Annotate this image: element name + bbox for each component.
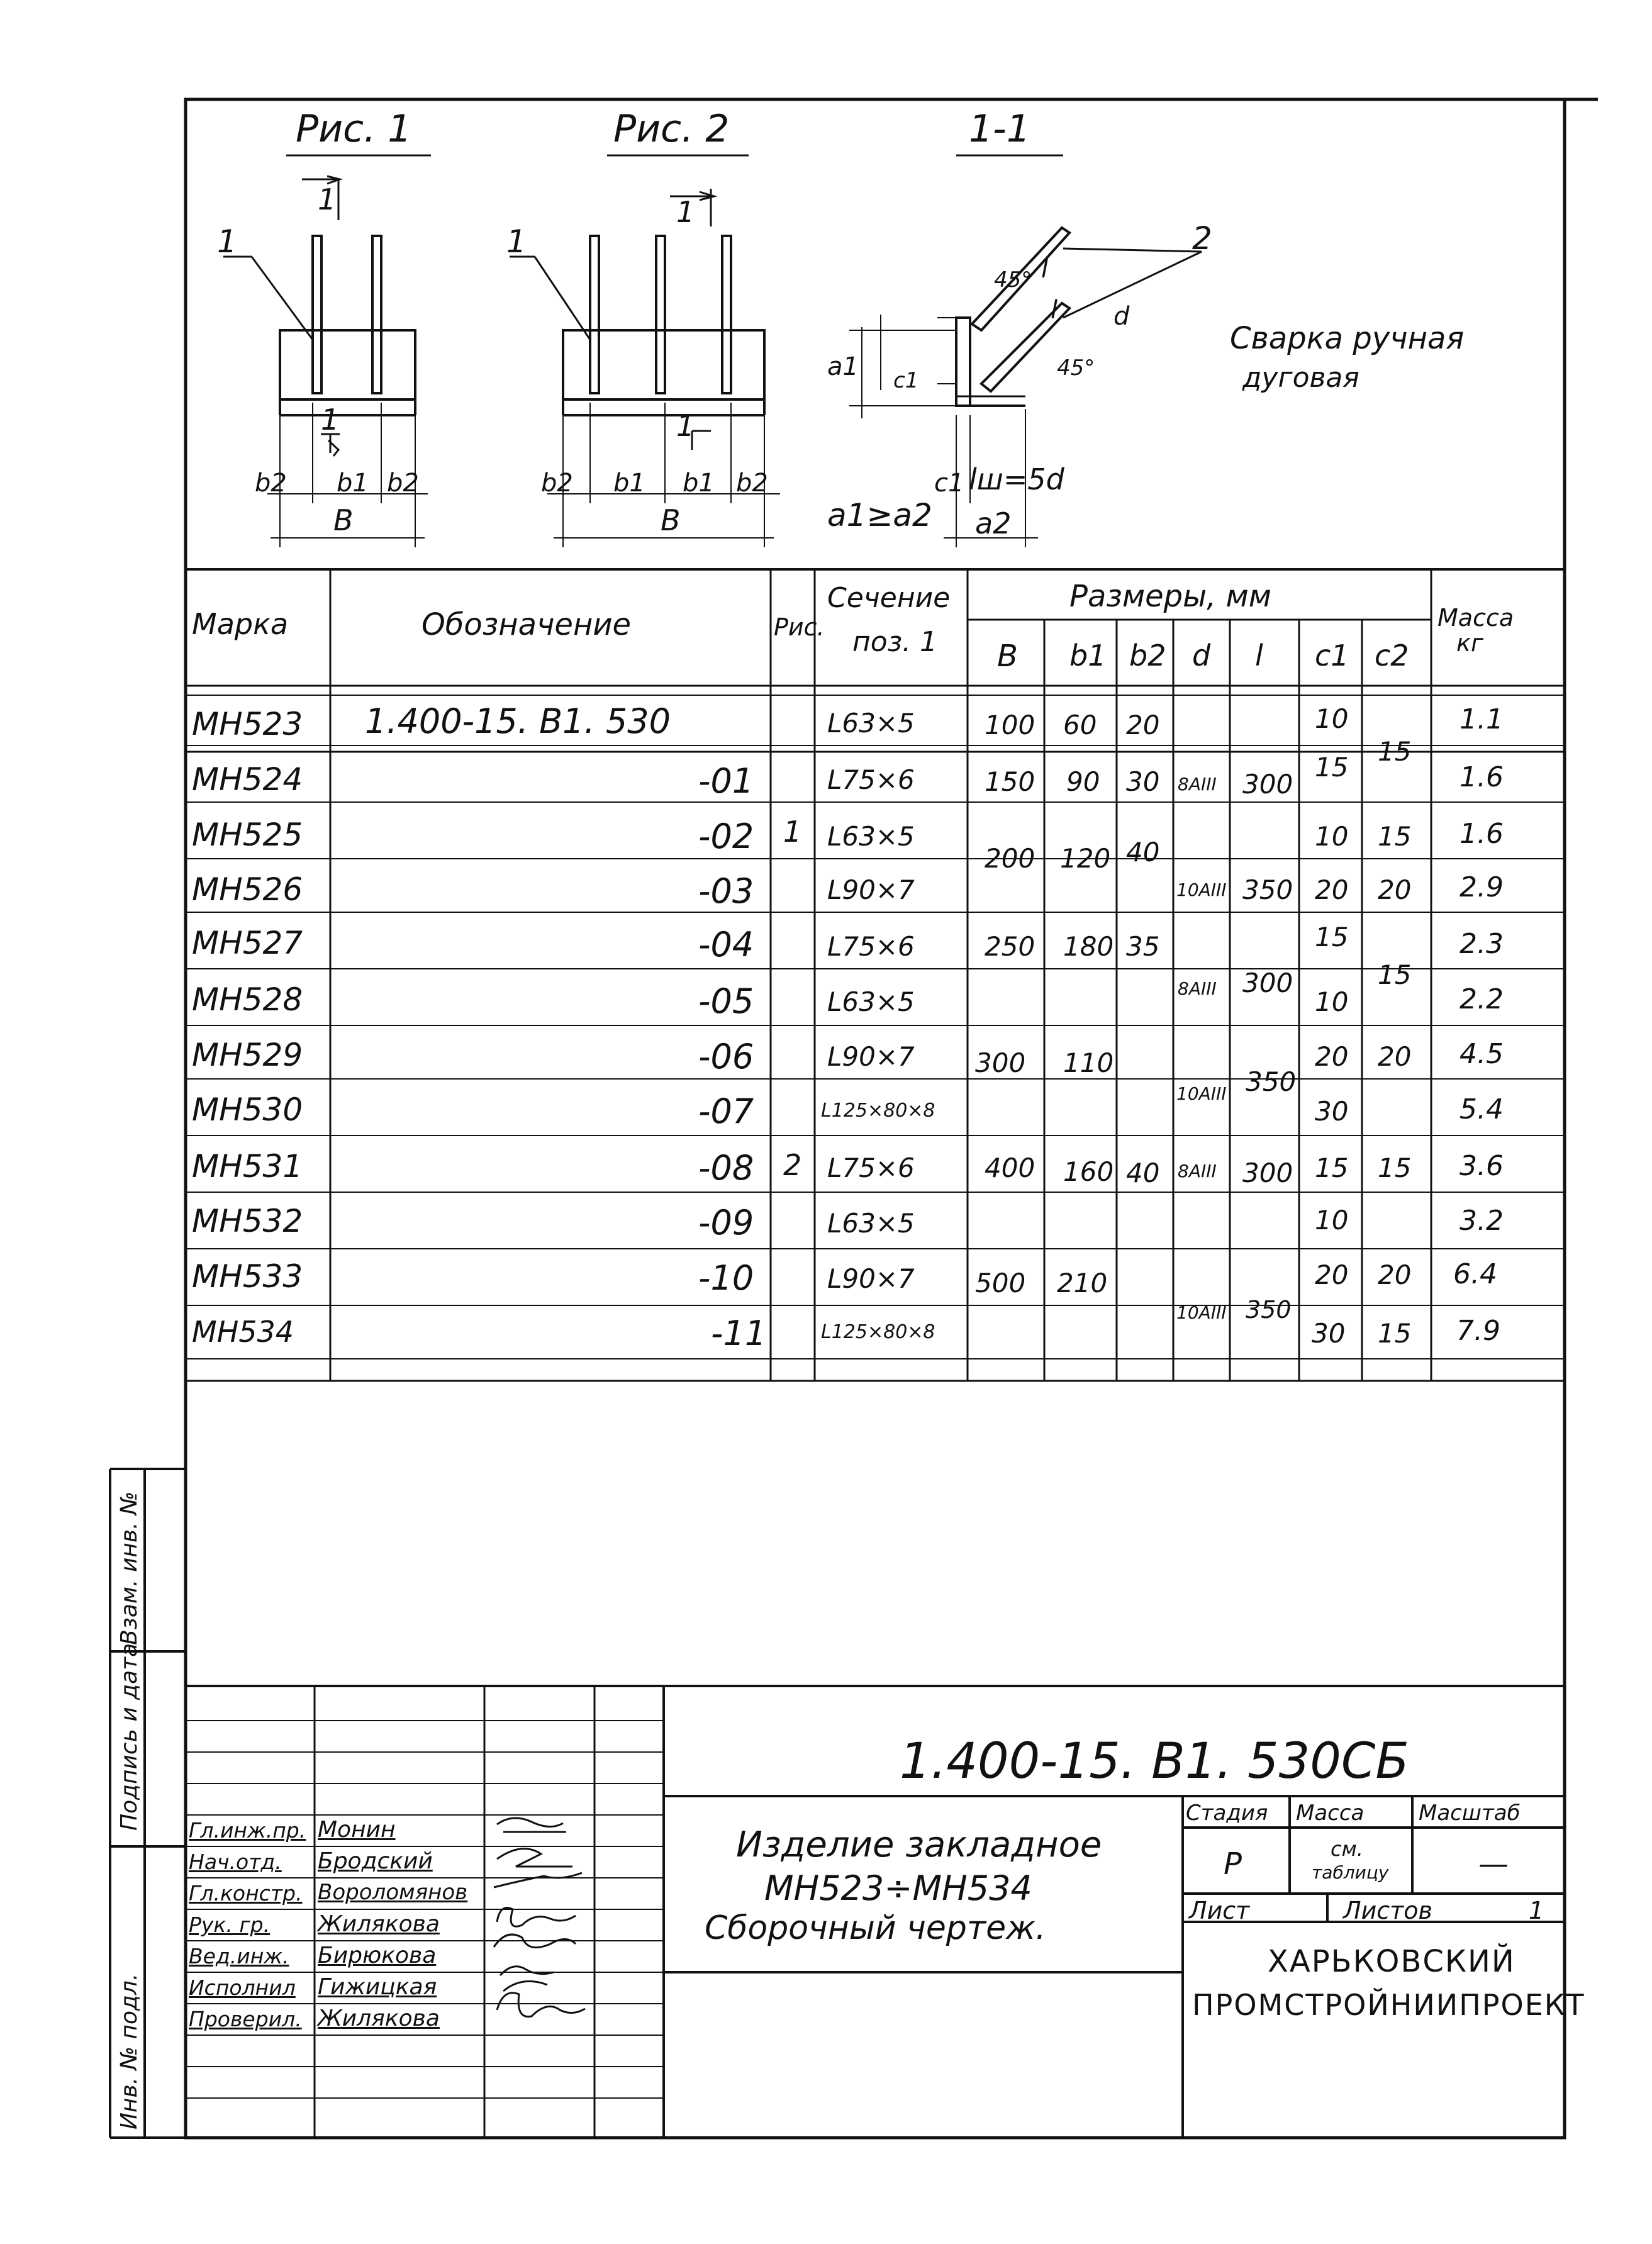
- sheets-value: 1: [1529, 1897, 1544, 1924]
- cell-designation: -11: [711, 1314, 767, 1353]
- cell-l: 300: [1242, 1158, 1293, 1188]
- fig1-dim-b2-right: b2: [387, 469, 419, 498]
- cell-c2: 15: [1378, 1318, 1412, 1349]
- fig2-section-mark-bottom: 1: [676, 409, 695, 443]
- cell-b2: 20: [1126, 710, 1160, 740]
- org-line2: ПРОМСТРОЙНИИПРОЕКТ: [1192, 1988, 1585, 2022]
- cell-section: L125×80×8: [821, 1100, 935, 1122]
- sheet-label: Лист: [1189, 1897, 1250, 1924]
- merged-B-300: 300: [975, 1047, 1026, 1078]
- th-d: d: [1192, 639, 1211, 673]
- cell-B: 150: [985, 766, 1035, 797]
- th-c2: c2: [1375, 639, 1409, 673]
- stage-value: Р: [1224, 1846, 1242, 1882]
- merged-c2-15-b: 15: [1378, 959, 1412, 990]
- stage-label: Стадия: [1186, 1800, 1268, 1826]
- cell-section: L63×5: [827, 1208, 915, 1239]
- th-section-2: поз. 1: [852, 626, 938, 658]
- th-designation: Обозначение: [421, 607, 632, 642]
- fig1-pos1: 1: [217, 223, 237, 260]
- merged-l-350-a: 350: [1246, 1066, 1297, 1097]
- fig2-dim-B: B: [661, 503, 681, 537]
- person-name: Гижицкая: [318, 1974, 437, 2000]
- cell-designation: -07: [698, 1091, 754, 1131]
- cell-c2: 20: [1378, 874, 1412, 905]
- cell-d: 8AIII: [1178, 1161, 1217, 1181]
- person-role: Вед.инж.: [189, 1944, 289, 1968]
- cell-mass: 3.2: [1459, 1205, 1504, 1237]
- cell-mass: 4.5: [1459, 1038, 1504, 1070]
- cell-designation: -02: [698, 817, 754, 856]
- title-block-rows: [186, 1721, 664, 2098]
- org-line1: ХАРЬКОВСКИЙ: [1268, 1944, 1515, 1979]
- th-fig: Рис.: [774, 613, 825, 641]
- cell-section: L63×5: [827, 708, 915, 739]
- merged-fig2: 2: [783, 1148, 802, 1182]
- cell-mass: 6.4: [1453, 1258, 1497, 1290]
- cell-c2: 20: [1378, 1041, 1412, 1072]
- fig1-dim-b1: b1: [337, 469, 369, 498]
- weld-note-line2: дуговая: [1242, 362, 1359, 394]
- th-mark: Марка: [192, 607, 289, 641]
- cell-c2: 20: [1378, 1259, 1412, 1290]
- fig2-dim-b1-a: b1: [613, 469, 645, 498]
- cell-mass: 1.6: [1459, 761, 1504, 793]
- merged-B-500: 500: [975, 1268, 1026, 1298]
- th-b2: b2: [1129, 639, 1166, 673]
- cell-mass: 3.6: [1459, 1150, 1504, 1182]
- merged-d-10aiii-b: 10AIII: [1176, 1302, 1227, 1323]
- person-name: Бродский: [318, 1848, 433, 1874]
- cell-c1: 30: [1315, 1096, 1349, 1127]
- cell-section: L90×7: [827, 1263, 915, 1294]
- fig2-dim-b2-left: b2: [541, 469, 573, 498]
- cell-mark: МН530: [192, 1091, 303, 1128]
- cell-c2: 15: [1378, 1153, 1412, 1183]
- table-grid: [186, 569, 1565, 1381]
- person-role: Проверил.: [189, 2007, 302, 2031]
- th-b1: b1: [1069, 639, 1107, 673]
- th-B: B: [997, 639, 1018, 674]
- cell-d: 10AIII: [1176, 879, 1227, 900]
- cell-B: 250: [985, 931, 1035, 962]
- th-l: l: [1255, 639, 1263, 673]
- cell-mark: МН523: [192, 706, 303, 742]
- cell-mark: МН528: [192, 981, 303, 1018]
- cell-designation: -08: [698, 1148, 754, 1188]
- merged-b2-40-a: 40: [1126, 837, 1160, 868]
- weld-note-line1: Сварка ручная: [1230, 321, 1465, 356]
- cell-c1: 10: [1315, 1205, 1349, 1236]
- mass-value-2: таблицу: [1312, 1862, 1389, 1883]
- cell-c2: 15: [1378, 821, 1412, 852]
- merged-b1-120: 120: [1060, 843, 1111, 874]
- th-c1: c1: [1315, 639, 1349, 673]
- person-role: Гл.констр.: [189, 1881, 303, 1906]
- merged-B-200: 200: [985, 843, 1035, 874]
- scale-value: —: [1478, 1846, 1509, 1882]
- cell-designation: -09: [698, 1203, 754, 1242]
- cell-section: L90×7: [827, 1041, 915, 1072]
- title-line1: Изделие закладное: [736, 1824, 1102, 1865]
- section-dim-a2: a2: [975, 506, 1012, 540]
- merged-l-300-a: 300: [1242, 769, 1293, 800]
- fig2-dim-b2-right: b2: [736, 469, 768, 498]
- fig1-title: Рис. 1: [296, 107, 412, 151]
- cell-section: L63×5: [827, 986, 915, 1017]
- cell-mass: 7.9: [1456, 1315, 1500, 1347]
- cell-c1: 30: [1312, 1318, 1346, 1349]
- section-a-relation: a1≥a2: [827, 497, 932, 533]
- cell-section: L75×6: [827, 764, 915, 795]
- section-title: 1-1: [969, 107, 1030, 151]
- cell-c1: 15: [1315, 752, 1349, 783]
- cell-mark: МН534: [192, 1315, 294, 1349]
- cell-b2: 30: [1126, 766, 1160, 797]
- cell-designation: -05: [698, 981, 754, 1021]
- person-name: Монин: [318, 1817, 396, 1843]
- cell-designation: -03: [698, 871, 754, 911]
- cell-designation: -10: [698, 1258, 754, 1298]
- side-sign-date: Подпись и дата: [116, 1643, 142, 1831]
- cell-l: 350: [1242, 874, 1293, 905]
- cell-c1: 10: [1315, 821, 1349, 852]
- th-section-1: Сечение: [827, 582, 951, 614]
- cell-c1: 20: [1315, 1041, 1349, 1072]
- section-pos2: 2: [1192, 220, 1212, 257]
- merged-l-350-b: 350: [1246, 1296, 1292, 1324]
- cell-mark: МН526: [192, 871, 303, 908]
- cell-section: L75×6: [827, 1153, 915, 1183]
- fig2-title: Рис. 2: [613, 107, 730, 151]
- person-name: Жилякова: [318, 1911, 440, 1937]
- cell-b1: 160: [1063, 1156, 1114, 1187]
- cell-b2: 35: [1126, 931, 1160, 962]
- merged-d-8aiii-a: 8AIII: [1178, 774, 1217, 795]
- cell-section: L75×6: [827, 931, 915, 962]
- title-line2: МН523÷МН534: [764, 1868, 1032, 1908]
- cell-section: L125×80×8: [821, 1321, 935, 1343]
- doc-code: 1.400-15. В1. 530СБ: [900, 1733, 1409, 1790]
- cell-designation: -06: [698, 1037, 754, 1076]
- cell-designation: 1.400-15. В1. 530: [365, 701, 671, 741]
- merged-l-300-b: 300: [1242, 968, 1293, 998]
- fig1-section-mark-bottom: 1: [321, 403, 340, 437]
- side-inv-orig: Инв. № подл.: [116, 1973, 142, 2130]
- cell-c1: 20: [1315, 874, 1349, 905]
- merged-c2-15-a: 15: [1378, 736, 1412, 767]
- section-dim-l-top: l: [1041, 255, 1049, 284]
- cell-mark: МН531: [192, 1148, 303, 1185]
- cell-mark: МН532: [192, 1203, 303, 1239]
- th-mass-2: кг: [1456, 629, 1483, 657]
- side-replace-inv: Взам. инв. №: [116, 1491, 142, 1645]
- section-dim-c1: c1: [934, 469, 964, 498]
- section-angle-top: 45°: [994, 267, 1032, 293]
- person-name: Вороломянов: [318, 1880, 468, 1905]
- section-dim-l: l: [1051, 296, 1058, 325]
- cell-mass: 2.3: [1459, 928, 1504, 960]
- cell-b1: 90: [1066, 766, 1100, 797]
- cell-designation: -04: [698, 925, 754, 964]
- person-role: Гл.инж.пр.: [189, 1818, 306, 1843]
- cell-mass: 2.2: [1459, 983, 1504, 1015]
- title-line3: Сборочный чертеж.: [705, 1909, 1046, 1947]
- fig1-dim-b2-left: b2: [255, 469, 287, 498]
- th-sizes: Размеры, мм: [1069, 579, 1271, 614]
- cell-mark: МН529: [192, 1037, 303, 1073]
- merged-b2-40-b: 40: [1126, 1158, 1160, 1188]
- cell-c1: 15: [1315, 1153, 1349, 1183]
- cell-B: 400: [985, 1153, 1035, 1183]
- cell-mark: МН524: [192, 761, 303, 798]
- mass-label: Масса: [1296, 1800, 1365, 1826]
- person-role: Рук. гр.: [189, 1912, 271, 1937]
- cell-mark: МН533: [192, 1258, 303, 1295]
- cell-mass: 1.6: [1459, 818, 1504, 850]
- scale-label: Масштаб: [1419, 1800, 1521, 1826]
- section-weld-len: lш=5d: [969, 462, 1064, 496]
- cell-section: L90×7: [827, 874, 915, 905]
- person-role: Нач.отд.: [189, 1850, 282, 1874]
- fig2-dim-b1-b: b1: [683, 469, 715, 498]
- cell-c1: 15: [1315, 922, 1349, 952]
- merged-d-8aiii-b: 8AIII: [1178, 978, 1217, 999]
- person-role: Исполнил: [189, 1975, 296, 2000]
- section-angle-bottom: 45°: [1057, 355, 1095, 381]
- fig1-section-mark: 1: [318, 182, 337, 216]
- cell-B: 100: [985, 710, 1035, 740]
- section-dim-a1: a1: [827, 352, 859, 381]
- fig2-section-mark: 1: [676, 195, 695, 229]
- fig2-pos1: 1: [506, 223, 527, 260]
- merged-b1-210: 210: [1057, 1268, 1108, 1298]
- cell-c1: 10: [1315, 986, 1349, 1017]
- cell-c1: 10: [1315, 703, 1349, 734]
- cell-b1: 60: [1063, 710, 1097, 740]
- fig1-dim-B: B: [333, 503, 354, 537]
- mass-value-1: см.: [1331, 1837, 1363, 1861]
- cell-mass: 5.4: [1459, 1093, 1504, 1125]
- sheets-label: Листов: [1343, 1897, 1432, 1924]
- cell-mass: 2.9: [1459, 871, 1504, 903]
- section-dim-c1-top: c1: [893, 368, 919, 393]
- cell-designation: -01: [698, 761, 754, 801]
- merged-b1-110: 110: [1063, 1047, 1114, 1078]
- th-mass-1: Масса: [1437, 604, 1514, 632]
- cell-b1: 180: [1063, 931, 1114, 962]
- person-name: Бирюкова: [318, 1943, 437, 1968]
- cell-c1: 20: [1315, 1259, 1349, 1290]
- cell-mass: 1.1: [1459, 703, 1504, 735]
- cell-section: L63×5: [827, 821, 915, 852]
- cell-mark: МН527: [192, 925, 303, 961]
- person-name: Жилякова: [318, 2006, 440, 2031]
- merged-fig1: 1: [783, 815, 802, 849]
- cell-mark: МН525: [192, 817, 303, 853]
- merged-d-10aiii-a: 10AIII: [1176, 1083, 1227, 1104]
- signature-scribbles: [494, 1818, 585, 2017]
- section-dim-d: d: [1113, 302, 1130, 331]
